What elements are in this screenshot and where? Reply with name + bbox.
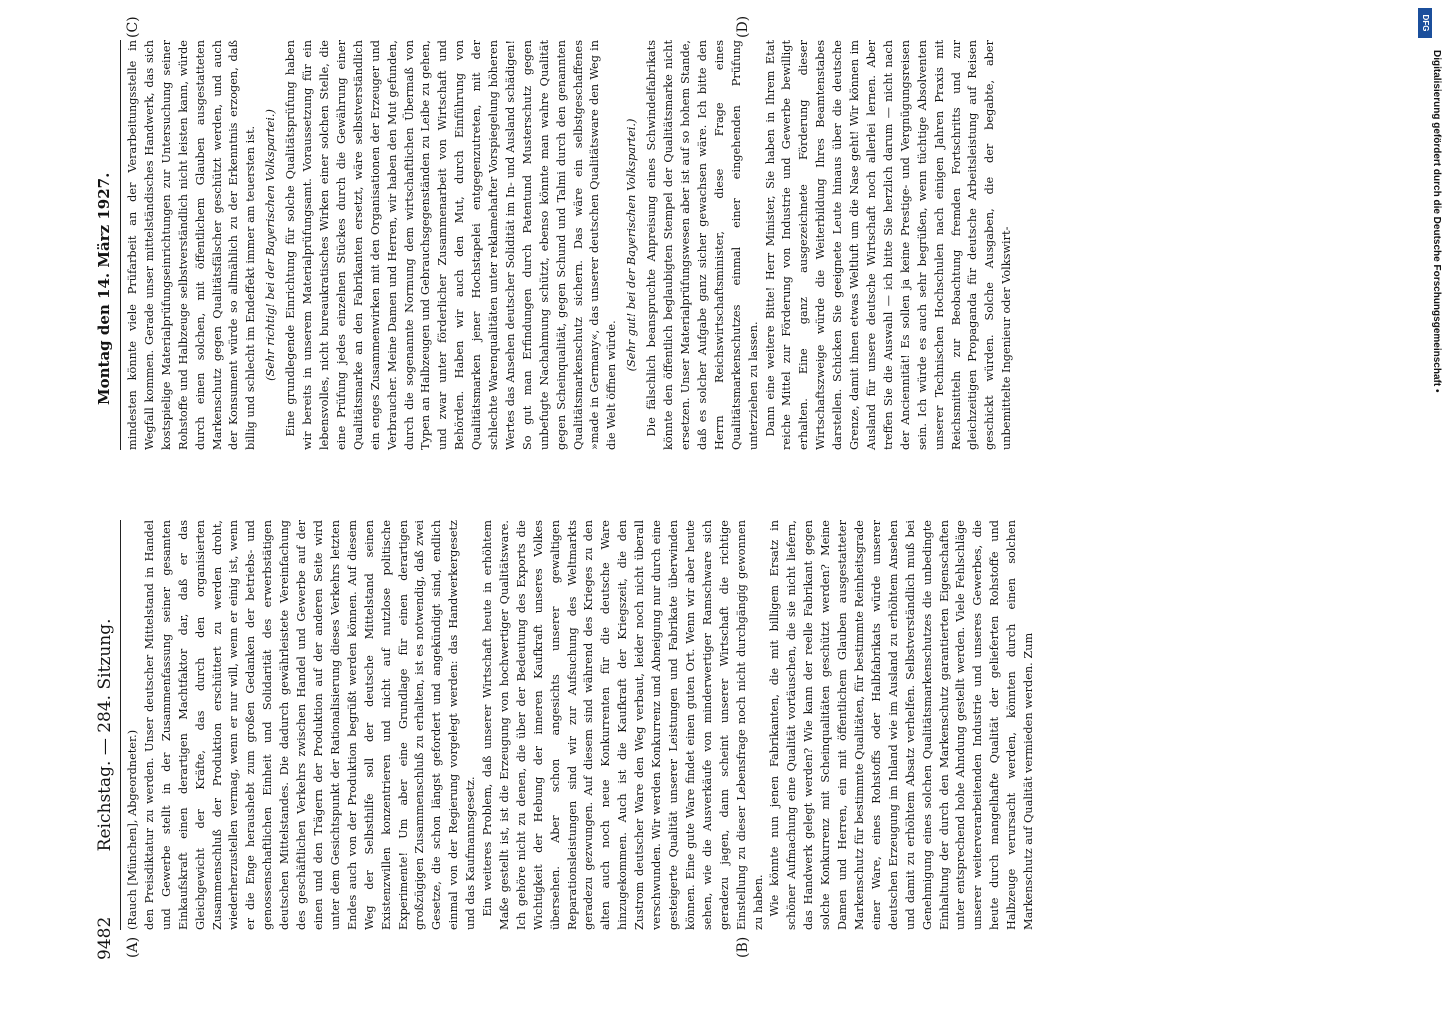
paragraph: mindesten könnte viele Prüfarbeit an der Verarbeitungsstelle in Wegfall kommen. Gerade unser mittelständisches Handwerk, das sich kostspielige Materialprüfungseinrichtungen zur Untersuchung seiner Rohstoffe und Halbzeuge selbstverständlich nicht leisten kann, würde durch einen solchen, mit öffentlichem Glauben ausgestatteten Markenschutz gegen Qualitätsfälscher geschützt werden, und auch der Konsument würde so allmählich zu der Erkenntnis erzogen, daß billig und schlecht im Endeffekt immer am teuersten ist. (126, 40, 258, 450)
page-header (95, 20, 121, 960)
paragraph: den Preisdiktatur zu werden. Unser deutscher Mittelstand in Handel und Gewerbe stellt in der Zusammenfassung seiner gesamten Einkaufskraft einen derartigen Machtfaktor dar, daß er das Gleichgewicht der Kräfte, das durch den organisierten Zusammenschluß der Produktion erschüttert zu werden droht, wiederherzustellen vermag, wenn er nur will, wenn er einig ist, wenn er die Enge heraushebt zum großen Gedanken der betriebs- und genossenschaftlichen Einheit und Solidarität des erwerbstätigen deutschen Mittelstandes. Die dadurch gewährleistete Vereinfachung des geschäftlichen Verkehrs zwischen Handel und Gewerbe auf der einen und den Trägern der Produktion auf der anderen Seite wird unter dem Gesichtspunkt der Rationalisierung dieses Verkehrs letzten Endes auch von der Produktion begrüßt werden können. Auf diesem Weg der Selbsthilfe soll der deutsche Mittelstand seinen Existenzwillen konzentrieren und nicht auf nutzlose politische Experimente! Um aber eine Grundlage für einen derartigen großzügigen Zusammenschluß zu erhalten, ist es notwendig, daß zwei Gesetze, die schon längst gefordert und angekündigt sind, endlich einmal von der Regierung vorgelegt werden: das Handwerkergesetz und das Kaufmannsgesetz. (142, 520, 478, 930)
margin-letter-d: (D) (735, 15, 751, 38)
interjection: (Sehr gut! bei der Bayerischen Volkspartei.) (625, 118, 639, 372)
dfg-logo-text: DFG (1421, 14, 1430, 32)
paragraph: Ein weiteres Problem, daß unserer Wirtschaft heute in erhöhtem Maße gestellt ist, ist die Erzeugung von hochwertiger Qualitätsware. Ich gehöre nicht zu denen, die über der Bedeutung des Exports die Wichtigkeit der Hebung der inneren Kaufkraft unseres Volkes übersehen. Aber schon angesichts unserer gewaltigen Reparationsleistungen sind wir zur Aufsuchung des Weltmarkts geradezu gezwungen. Auf diesem sind während des Krieges zu den alten auch noch neue Konkurrenten für die deutsche Ware hinzugekommen. Auch ist die Kaufkraft der Kriegszeit, die den Zustrom deutscher Ware den Weg verbaut, leider noch nicht überall verschwunden. Wir werden Konkurrenz und Abneigung nur durch eine gesteigerte Qualität unserer Leistungen und Fabrikate überwinden können. Eine gute Ware findet einen guten Ort. Wenn wir aber heute sehen, wie die Ausverkäufe von minderwertiger Ramschware sich geradezu jagen, dann scheint unserer Wirtschaft die richtige Einstellung zu dieser Lebensfrage noch nicht durchgängig gewonnen zu haben. (481, 520, 765, 930)
interjection: (Sehr richtig! bei der Bayerischen Volkspartei.) (264, 109, 278, 381)
paragraph: Wie könnte nun jenen Fabrikanten, die mit billigem Ersatz in schöner Aufmachung eine Qualität vortäuschen, die sie nicht liefern, das Handwerk gelegt werden? Wie kann der reelle Fabrikant gegen solche Konkurrenz mit Scheinqualitäten geschützt werden? Meine Damen und Herren, ein mit öffentlichem Glauben ausgestatteter Markenschutz für bestimmte Qualitäten, für bestimmte Reinheitsgrade einer Ware, eines Rohstoffs oder Halbfabrikats würde unserer deutschen Erzeugung im Inland wie im Ausland zu erhöhtem Ansehen und damit zu erhöhtem Absatz verhelfen. Selbstverständlich muß bei Genehmigung eines solchen Qualitätsmarkenschutzes die unbedingte Einhaltung der durch den Markenschutz garantierten Eigenschaften unter entsprechend hohe Ahndung gestellt werden. Viele Fehlschläge unserer weiterverarbeitenden Industrie und unseres Gewerbes, die heute durch mangelhafte Qualität der gelieferten Rohstoffe und Halbzeuge verursacht werden, könnten durch einen solchen Markenschutz auf Qualität vermieden werden. Zum (768, 520, 1036, 930)
digitization-credit (1414, 10, 1442, 990)
margin-letter-a: (A) (125, 936, 141, 958)
header-left (95, 558, 115, 960)
paragraph: Die fälschlich beanspruchte Anpreisung eines Schwindelfabrikats könnte den öffentlich beglaubigten Stempel der Qualitätsmarke nicht ersetzen. Unser Materialprüfungswesen aber ist auf so hohem Stande, daß es solcher Aufgabe ganz sicher gewachsen wäre. Ich bitte den Herrn Reichswirtschaftsminister, diese Frage eines Qualitätsmarkenschutzes einmal einer eingehenden Prüfung unterziehen zu lassen. (645, 40, 760, 450)
running-head: Reichstag. — 284. Sitzung. (95, 618, 115, 852)
paragraph: Eine grundlegende Einrichtung für solche Qualitätsprüfung haben wir bereits in unserem Materialprüfungsamt. Voraussetzung für ein lebensvolles, nicht bureaukratisches Wirken einer solchen Stelle, die eine Prüfung jedes einzelnen Stückes durch die Gewährung einer Qualitätsmarke an den Fabrikanten ersetzt, wäre selbstverständlich ein enges Zusammenwirken mit den Organisationen der Erzeuger und Verbraucher. Meine Damen und Herren, wir haben den Mut gefunden, durch die sogenannte Normung dem wirtschaftlichen Übermaß von Typen an Halbzeugen und Gebrauchsgegenständen zu Leibe zu gehen, und zwar unter förderlicher Zusammenarbeit von Wirtschaft und Behörden. Haben wir auch den Mut, durch Einführung von Qualitätsmarken jener Hochstapelei entgegenzutreten, mit der schlechte Warenqualitäten unter reklamehafter Vorspiegelung höheren Wertes das Ansehen deutscher Solidität im In- und Ausland schädigen! So gut man Erfindungen durch Patentund Musterschutz gegen unbefugte Nachahmung schützt, ebenso könnte man wahre Qualität gegen Scheinqualität, gegen Schund und Talmi durch den genannten Qualitätsmarkenschutz sichern. Das wäre ein selbstgeschaffenes »made in Germany«, das unserer deutschen Qualitätsware den Weg in die Welt öffnen würde. (284, 40, 619, 450)
speaker-line: (Rauch [München], Abgeordneter.) (126, 729, 139, 930)
page-number: 9482 (95, 916, 115, 960)
column-left (125, 520, 1038, 930)
margin-letter-b: (B) (735, 936, 751, 958)
margin-letter-c: (C) (125, 16, 141, 38)
header-rule-left (120, 520, 121, 930)
column-right (125, 40, 1016, 450)
paragraph: Dann eine weitere Bitte! Herr Minister, Sie haben in Ihrem Etat reiche Mittel zur Förderung von Industrie und Gewerbe bewilligt erhalten. Eine ganz ausgezeichnete Förderung dieser Wirtschaftszweige würde die Weiterbildung Ihres Beamtenstabes darstellen. Schicken Sie geeignete Leute hinaus über die deutsche Grenze, damit ihnen etwas Weltluft um die Nase geht! Wir können im Ausland für unsere deutsche Wirtschaft noch allerlei lernen. Aber treffen Sie die Auswahl — ich bitte Sie herzlich darum — nicht nach der Anciennität! Es sollen ja keine Prestige- und Vergnügungsreisen sein. Ich würde es auch sehr begrüßen, wenn tüchtige Absolventen unserer Technischen Hochschulen nach einigen Jahren Praxis mit Reichsmitteln zur Beobachtung fremden Fortschritts und zur gleichzeitigen Propaganda für deutsche Arbeitsleistung auf Reisen geschickt würden. Solche Ausgaben, die der begabte, aber unbemittelte Ingenieur oder Volkswirt- (763, 40, 1014, 450)
credit-text: Digitalisierung gefördert durch die Deutsche Forschungsgemeinschaft • (1431, 50, 1442, 393)
rotated-page-content (95, 15, 1405, 960)
header-rule-right (120, 40, 121, 450)
date-head: Montag den 14. März 1927. (95, 172, 113, 405)
